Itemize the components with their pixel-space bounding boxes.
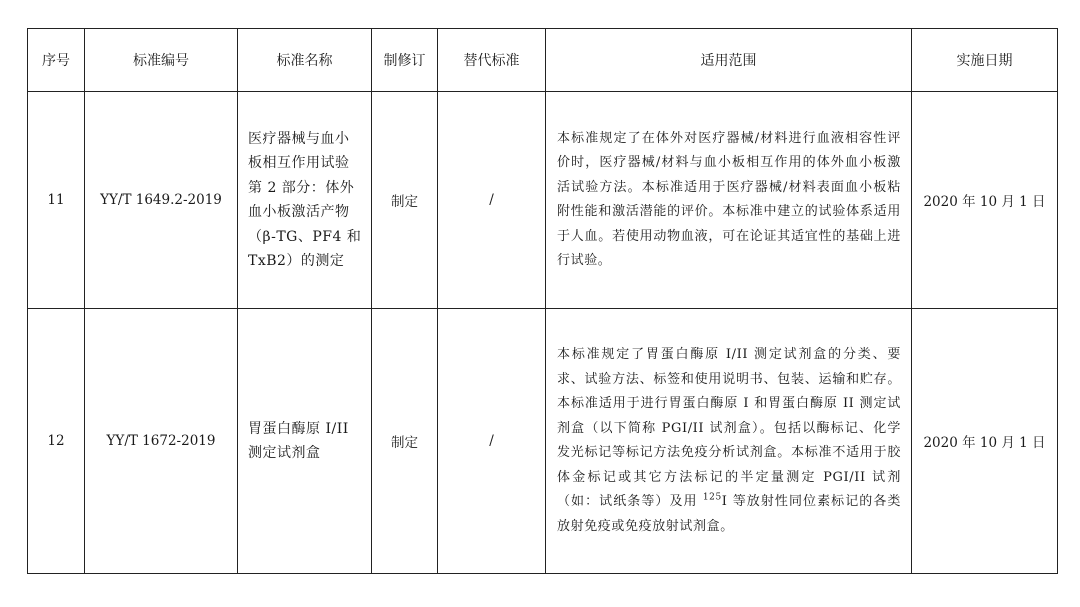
cell-name: 胃蛋白酶原 I/II 测定试剂盒 (238, 309, 372, 574)
cell-code: YY/T 1672-2019 (85, 309, 238, 574)
scope-text-part2: I 等放射性同位素标记的各类放射免疫或免疫放射试剂盒。 (557, 494, 901, 534)
header-seq: 序号 (28, 29, 85, 92)
table-row (28, 92, 1058, 309)
cell-name: 医疗器械与血小板相互作用试验 第 2 部分：体外血小板激活产物（β-TG、PF4 和 TxB2）的测定 (238, 92, 372, 309)
header-name: 标准名称 (238, 29, 372, 92)
cell-code: YY/T 1649.2-2019 (85, 92, 238, 309)
header-type: 制修订 (372, 29, 438, 92)
cell-seq: 12 (28, 309, 85, 574)
cell-type: 制定 (372, 92, 438, 309)
header-row (28, 29, 1058, 92)
cell-replace: / (438, 309, 546, 574)
cell-seq: 11 (28, 92, 85, 309)
cell-replace: / (438, 92, 546, 309)
scope-text-part1: 本标准规定了胃蛋白酶原 I/II 测定试剂盒的分类、要求、试验方法、标签和使用说明书、包装、运输和贮存。本标准适用于进行胃蛋白酶原 I 和胃蛋白酶原 II 测定试剂盒（以下简称 PGI/II 试剂盒）。包括以酶标记、化学发光标记等标记方法免疫分析试剂盒。本标准不适用于胶体金标记或其它方法标记的半定量测定 PGI/II 试剂（如：试纸条等）及用 (557, 347, 901, 510)
standards-table (27, 28, 1058, 574)
isotope-superscript: 125 (702, 492, 722, 503)
header-date: 实施日期 (912, 29, 1058, 92)
cell-scope (546, 309, 912, 574)
cell-type: 制定 (372, 309, 438, 574)
table-row (28, 309, 1058, 574)
cell-scope: 本标准规定了在体外对医疗器械/材料进行血液相容性评价时，医疗器械/材料与血小板相互作用的体外血小板激活试验方法。本标准适用于医疗器械/材料表面血小板粘附性能和激活潜能的评价。本标准中建立的试验体系适用于人血。若使用动物血液，可在论证其适宜性的基础上进行试验。 (546, 92, 912, 309)
header-code: 标准编号 (85, 29, 238, 92)
cell-date: 2020 年 10 月 1 日 (912, 92, 1058, 309)
header-scope: 适用范围 (546, 29, 912, 92)
header-replace: 替代标准 (438, 29, 546, 92)
cell-date: 2020 年 10 月 1 日 (912, 309, 1058, 574)
